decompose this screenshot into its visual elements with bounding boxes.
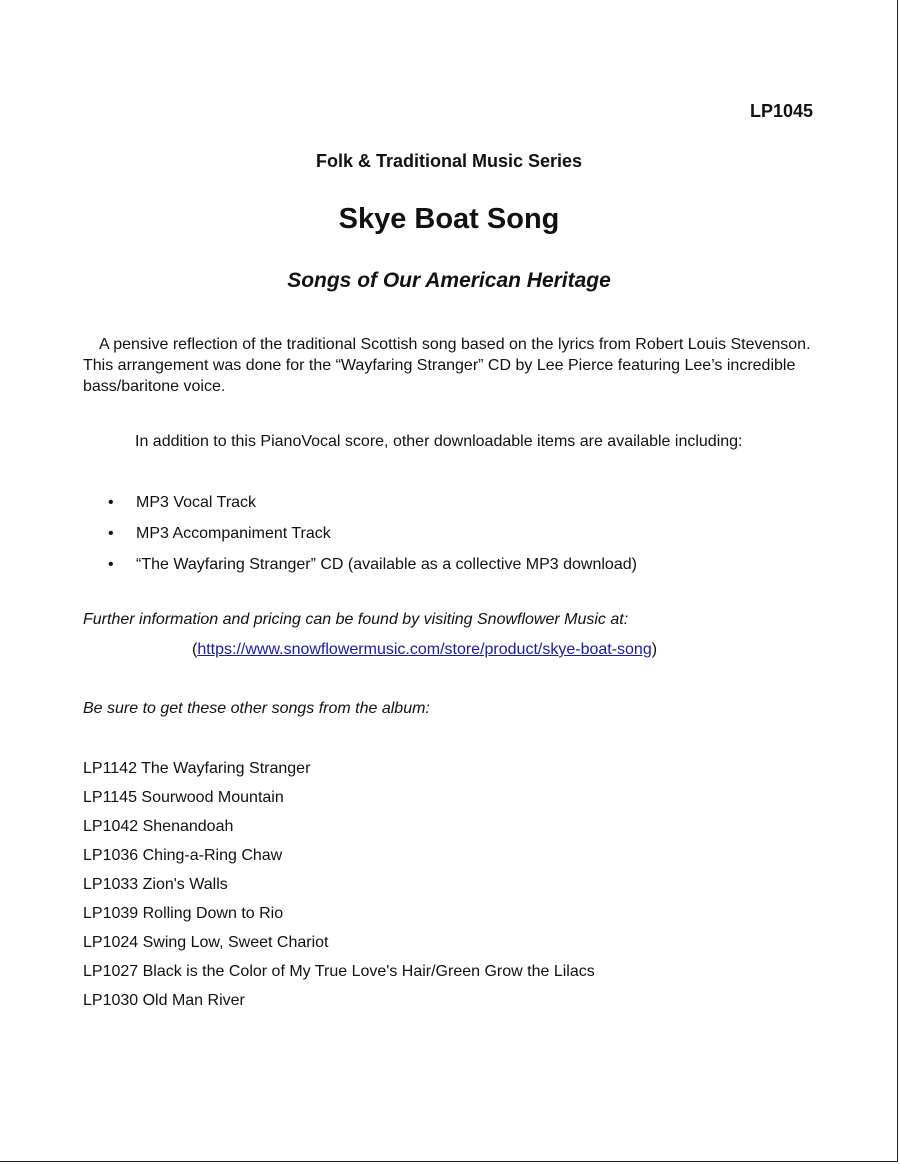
downloads-list — [108, 492, 637, 585]
bullet-icon: • — [108, 556, 114, 573]
series-heading: Folk & Traditional Music Series — [315, 151, 583, 171]
page-subtitle: Songs of Our American Heritage — [287, 269, 611, 292]
list-item — [108, 554, 637, 585]
list-item: LP1039 Rolling Down to Rio — [83, 905, 284, 922]
download-item-label: MP3 Accompaniment Track — [136, 525, 331, 542]
close-paren: ) — [651, 641, 658, 658]
album-song-list — [83, 758, 595, 1019]
list-item: LP1036 Ching-a-Ring Chaw — [83, 847, 283, 864]
catalog-number: LP1045 — [749, 101, 813, 121]
list-item: LP1030 Old Man River — [83, 992, 245, 1009]
list-item: LP1042 Shenandoah — [83, 818, 234, 835]
downloads-intro: In addition to this PianoVocal score, other downloadable items are available including: — [135, 433, 743, 450]
download-item-label: MP3 Vocal Track — [136, 494, 257, 511]
list-item: LP1145 Sourwood Mountain — [83, 789, 284, 806]
list-item — [108, 492, 637, 523]
list-item: LP1027 Black is the Color of My True Love's Hair/Green Grow the Lilacs — [83, 963, 595, 980]
info-text: Further information and pricing can be found by visiting Snowflower Music at: — [83, 611, 629, 628]
list-item: LP1024 Swing Low, Sweet Chariot — [83, 934, 329, 951]
store-link[interactable]: https://www.snowflowermusic.com/store/product/skye-boat-song — [197, 641, 652, 658]
url-line — [192, 641, 657, 659]
bullet-icon: • — [108, 494, 114, 511]
open-paren: ( — [192, 641, 198, 658]
download-item-label: “The Wayfaring Stranger” CD (available as a collective MP3 download) — [136, 556, 637, 573]
list-item: LP1033 Zion's Walls — [83, 876, 228, 893]
list-item — [108, 523, 637, 554]
album-intro: Be sure to get these other songs from the album: — [83, 700, 430, 717]
description-paragraph: A pensive reflection of the traditional Scottish song based on the lyrics from Robert Louis Stevenson. This arrangement was done for the “Wayfaring Stranger” CD by Lee Pierce featuring Lee’s incredible bass/baritone voice. — [83, 336, 811, 395]
page-title: Skye Boat Song — [338, 203, 560, 235]
list-item: LP1142 The Wayfaring Stranger — [83, 760, 311, 777]
bullet-icon: • — [108, 525, 114, 542]
